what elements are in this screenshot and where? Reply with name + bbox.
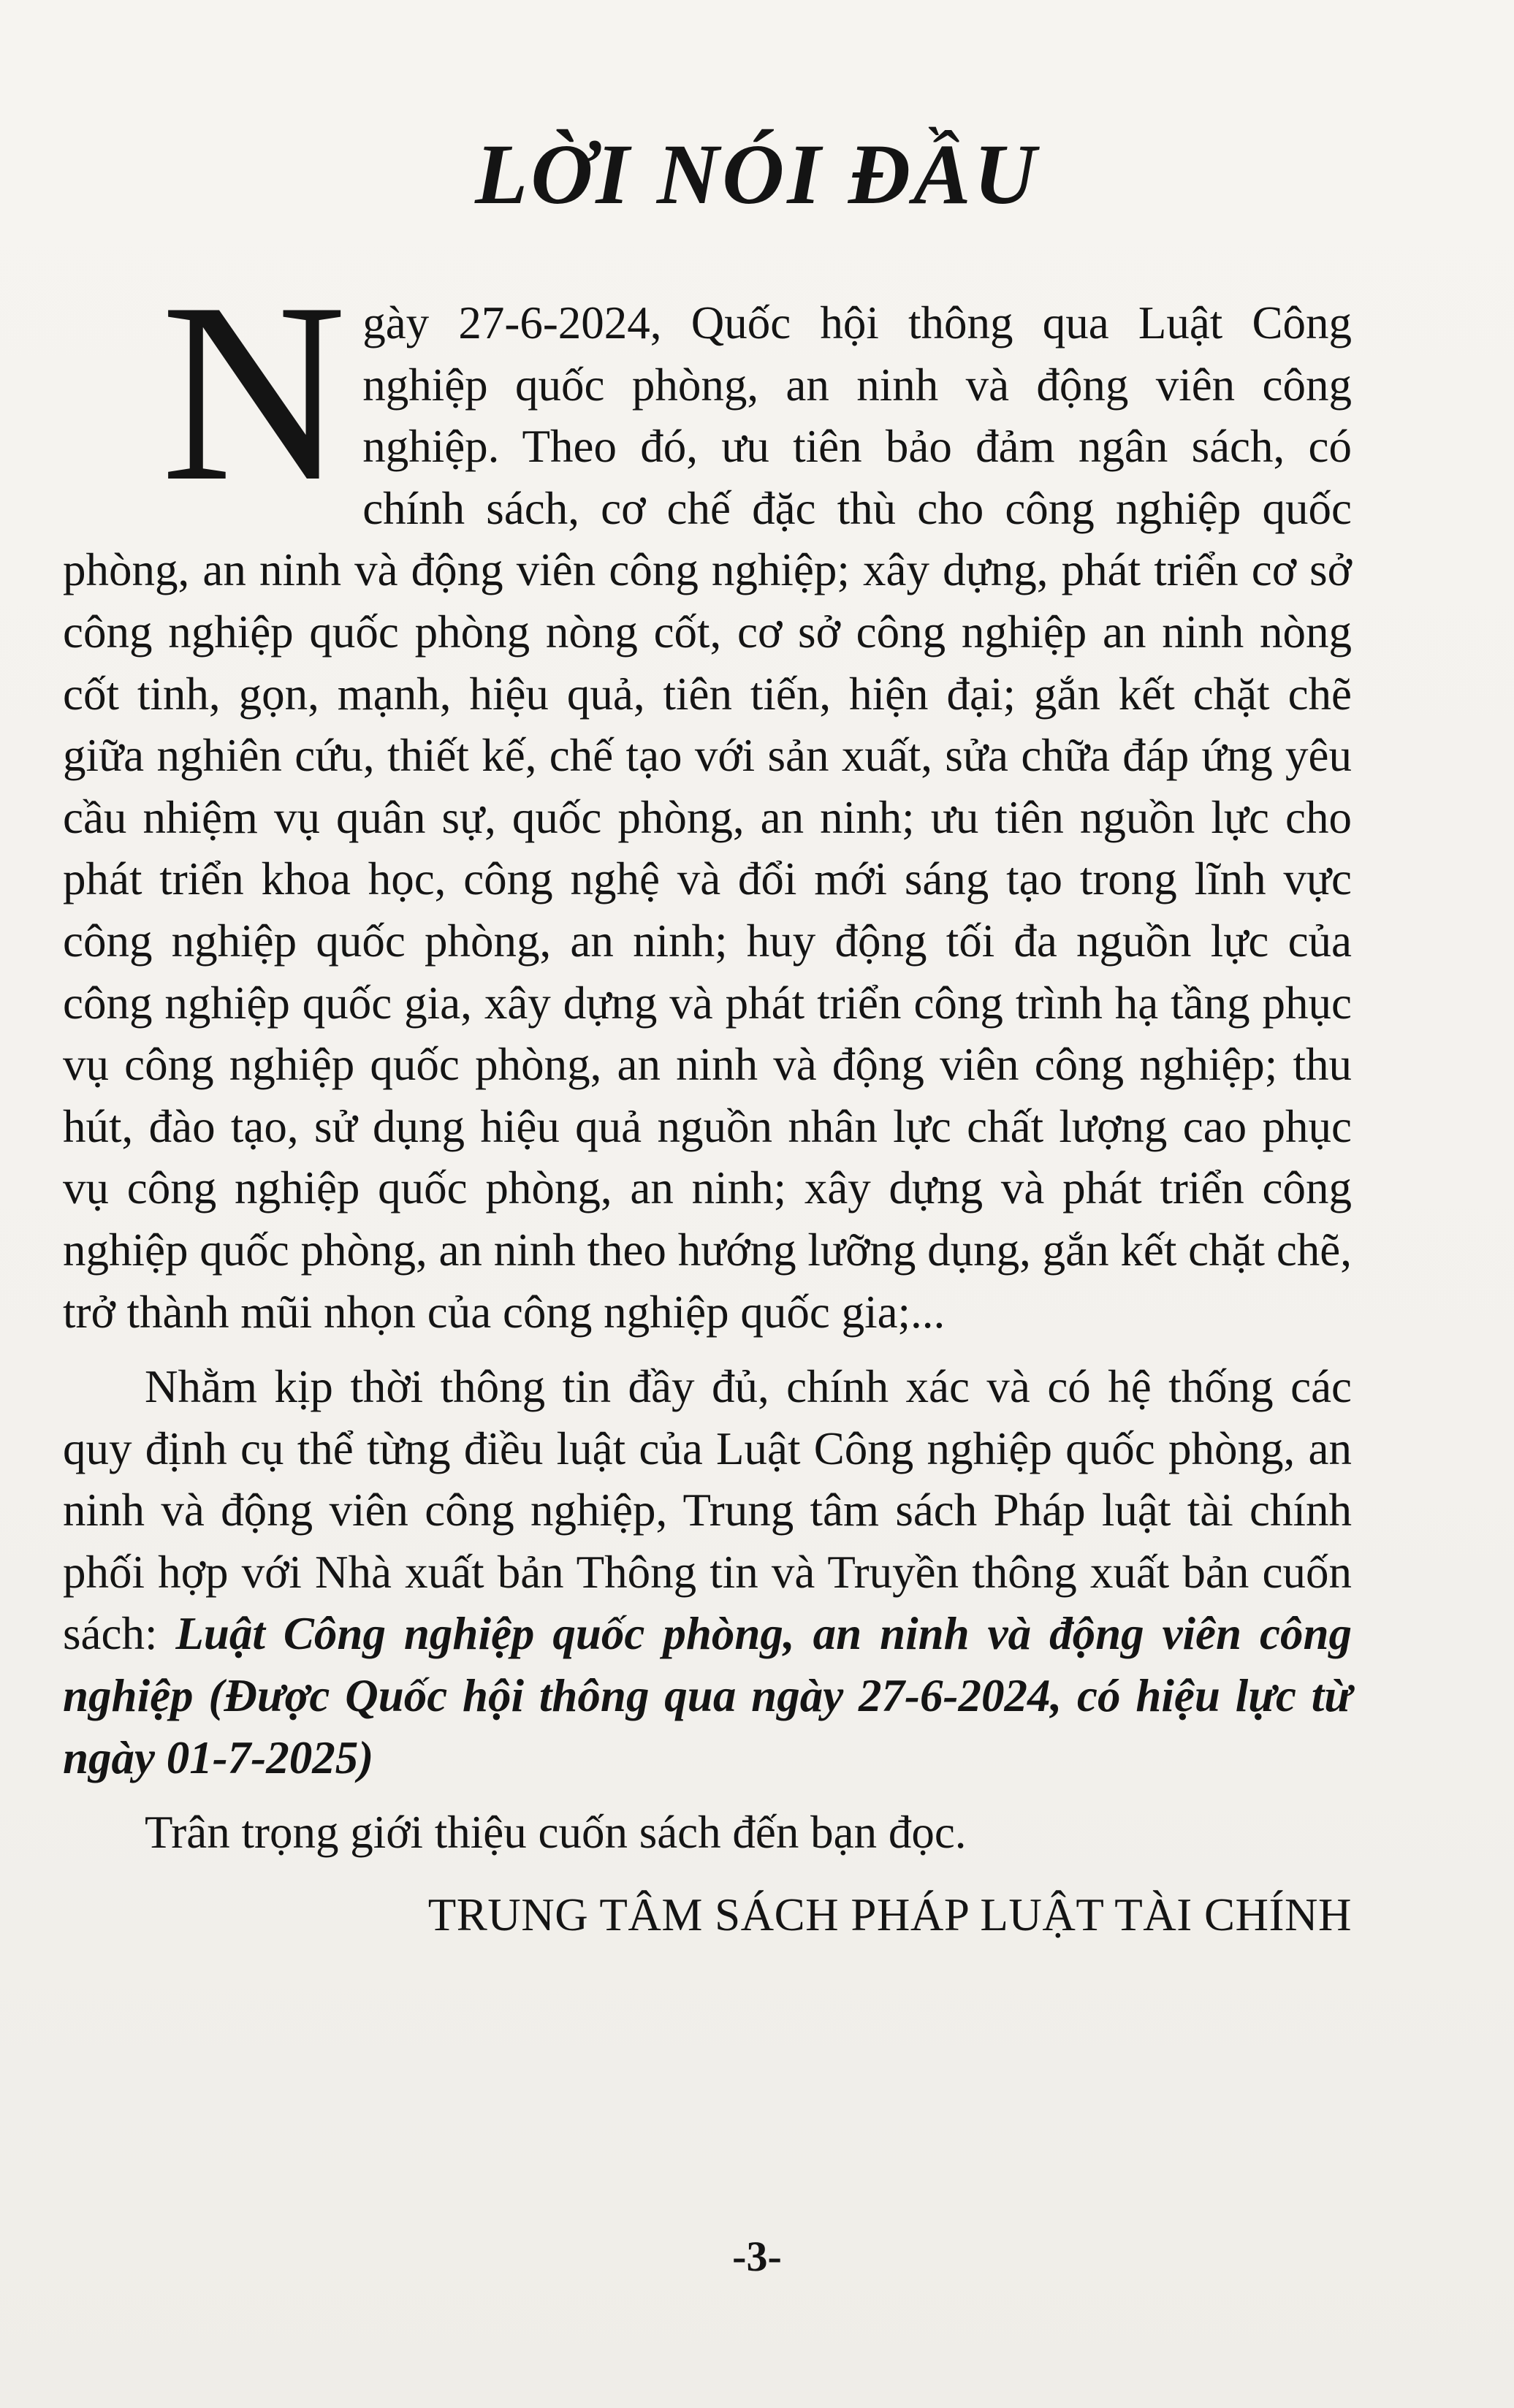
- preface-body: [63, 250, 1352, 1946]
- paragraph-intro: [63, 250, 1352, 1343]
- book-title: Luật Công nghiệp quốc phòng, an ninh và động viên công nghiệp (Được Quốc hội thông qua ngày 27-6-2024, có hiệu lực từ ngày 01-7-2025): [63, 1608, 1352, 1783]
- signature: TRUNG TÂM SÁCH PHÁP LUẬT TÀI CHÍNH: [427, 1889, 1352, 1940]
- page-title: LỜI NÓI ĐẦU: [475, 126, 1039, 222]
- paragraph-publication: [63, 1356, 1352, 1788]
- paragraph-intro-text: gày 27-6-2024, Quốc hội thông qua Luật Công nghiệp quốc phòng, an ninh và động viên công nghiệp. Theo đó, ưu tiên bảo đảm ngân sách, có chính sách, cơ chế đặc thù cho công nghiệp quốc phòng, an ninh và động viên công nghiệp; xây dựng, phát triển cơ sở công nghiệp quốc phòng nòng cốt, cơ sở công nghiệp an ninh nòng cốt tinh, gọn, mạnh, hiệu quả, tiên tiến, hiện đại; gắn kết chặt chẽ giữa nghiên cứu, thiết kế, chế tạo với sản xuất, sửa chữa đáp ứng yêu cầu nhiệm vụ quân sự, quốc phòng, an ninh; ưu tiên nguồn lực cho phát triển khoa học, công nghệ và đổi mới sáng tạo trong lĩnh vực công nghiệp quốc phòng, an ninh; huy động tối đa nguồn lực của công nghiệp quốc gia, xây dựng và phát triển công trình hạ tầng phục vụ công nghiệp quốc phòng, an ninh và động viên công nghiệp; thu hút, đào tạo, sử dụng hiệu quả nguồn nhân lực chất lượng cao phục vụ công nghiệp quốc phòng, an ninh; xây dựng và phát triển công nghiệp quốc phòng, an ninh theo hướng lưỡng dụng, gắn kết chặt chẽ, trở thành mũi nhọn của công nghiệp quốc gia;...: [63, 297, 1352, 1338]
- paragraph-publication-text: Nhằm kịp thời thông tin đầy đủ, chính xác và có hệ thống các quy định cụ thể từng điều luật của Luật Công nghiệp quốc phòng, an ninh và động viên công nghiệp, Trung tâm sách Pháp luật tài chính phối hợp với Nhà xuất bản Thông tin và Truyền thông xuất bản cuốn sách:: [63, 1361, 1352, 1660]
- paragraph-introduction: Trân trọng giới thiệu cuốn sách đến bạn đọc.: [145, 1807, 967, 1859]
- page-number: -3-: [732, 2233, 782, 2280]
- drop-cap-letter: N: [161, 250, 347, 535]
